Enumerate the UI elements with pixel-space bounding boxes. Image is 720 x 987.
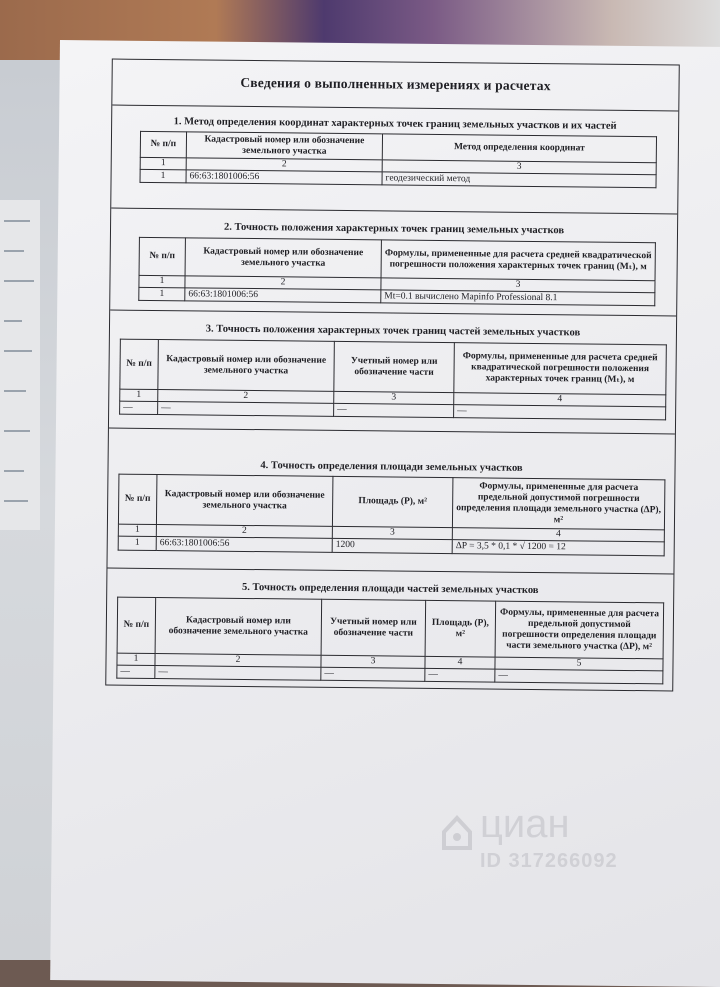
header-cell: Метод определения координат [382,134,656,163]
number-cell: 4 [452,528,664,542]
row-number: 1 [139,287,185,300]
section-2 [110,208,677,320]
empty-cell: — [155,666,321,681]
empty-cell: — [425,668,495,682]
section-4-title: 4. Точность определения площади земельных участков [260,460,523,474]
number-cell: 2 [185,276,381,290]
section-4 [107,428,674,575]
watermark-brand: циан [480,802,570,846]
header-cell: Формулы, примененные для расчета предельной допустимой погрешности определения площади земельного участка (ΔP), м² [452,478,665,530]
section-5-title: 5. Точность определения площади частей земельных участков [241,581,539,597]
header-cell: Формулы, примененные для расчета средней квадратической погрешности положения характерных точек границ (Mₜ), м [381,240,655,281]
section-5-table [116,597,664,685]
row-number: 1 [118,536,156,550]
header-cell: Кадастровый номер или обозначение земельного участка [156,475,333,527]
cian-house-icon [440,812,474,852]
cadastral-number: 66:63:1801006:56 [186,170,382,185]
number-cell: 2 [186,158,382,172]
area-value: 1200 [332,538,452,553]
header-cell: № п/п [117,597,156,653]
number-cell: 3 [382,160,656,175]
method-value: геодезический метод [382,172,656,188]
empty-cell: — [321,667,425,681]
header-cell: Площадь (P), м² [332,476,453,527]
empty-cell: — [117,665,155,678]
underlying-paper [0,200,40,530]
row-number: 1 [140,169,186,182]
cadastral-number: 66:63:1801006:56 [156,537,332,553]
empty-cell: — [334,403,454,417]
number-cell: 3 [332,526,452,539]
empty-cell: — [120,401,158,414]
header-cell: Формулы, примененные для расчета средней квадратической погрешности положения характерных точек границ (Mₜ), м [454,343,667,395]
header-cell: № п/п [120,339,159,389]
header-cell: Формулы, примененные для расчета предельной допустимой погрешности определения площади части земельного участка (ΔP), м² [495,601,664,659]
formula-value: ΔP = 3,5 * 0,1 * √ 1200 = 12 [452,540,664,556]
header-cell: Кадастровый номер или обозначение земельного участка [158,340,335,392]
header-cell: Учетный номер или обозначение части [321,599,426,656]
number-cell: 3 [321,655,425,668]
number-cell: 3 [381,278,655,293]
header-cell: Кадастровый номер или обозначение земельного участка [186,132,382,160]
number-cell: 2 [155,654,321,668]
number-cell: 5 [495,657,663,671]
empty-cell: — [158,402,334,417]
number-cell: 1 [139,275,185,287]
section-2-title: 2. Точность положения характерных точек границ земельных участков [223,221,565,237]
table-header-row [117,597,664,659]
header-cell: № п/п [118,474,157,524]
empty-cell: — [495,669,663,684]
number-cell: 3 [334,391,454,404]
table-header-row [120,339,666,395]
empty-cell: — [454,405,666,420]
header-cell: Кадастровый номер или обозначение земельного участка [185,238,381,278]
section-3-table [119,339,667,421]
section-2-table [138,237,656,306]
section-3-title: 3. Точность положения характерных точек границ частей земельных участков [205,323,581,339]
section-3 [109,310,676,432]
document-title: Сведения о выполненных измерениях и расчетах [240,74,551,94]
header-cell: Площадь (P), м² [425,600,496,657]
table-header-row [139,237,655,280]
number-cell: 2 [156,525,332,539]
number-cell: 4 [454,393,666,407]
section-5 [106,568,673,692]
document-frame [105,59,680,692]
watermark [440,802,660,890]
number-cell: 1 [118,524,156,536]
section-4-table [118,474,666,557]
header-cell: № п/п [140,131,186,157]
cadastral-number: 66:63:1801006:56 [185,288,381,303]
number-cell: 1 [140,157,186,169]
number-cell: 2 [158,390,334,404]
section-1-title: 1. Метод определения координат характерных точек границ земельных участков и их частей [173,116,617,132]
number-cell: 1 [120,389,158,401]
table-header-row [118,474,664,530]
section-1-table [140,131,658,188]
header-cell: Кадастровый номер или обозначение земельного участка [155,598,322,656]
watermark-id: ID 317266092 [480,850,618,872]
header-cell: № п/п [139,237,185,275]
number-cell: 4 [425,656,495,669]
header-cell: Учетный номер или обозначение части [334,341,455,392]
number-cell: 1 [117,653,155,665]
formula-value: Mt=0.1 вычислено Mapinfo Professional 8.1 [381,290,655,306]
